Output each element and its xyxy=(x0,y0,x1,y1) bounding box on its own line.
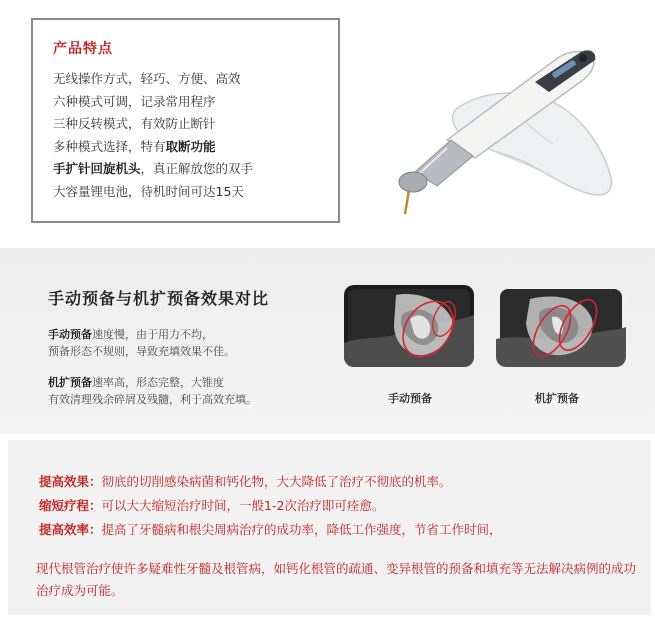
benefit-line: 缩短疗程：可以大大缩短治疗时间，一般1-2次治疗即可痊愈。 xyxy=(39,498,385,513)
feature-item: 大容量锂电池，待机时间可达15天 xyxy=(53,183,244,199)
efficiency-section xyxy=(8,440,651,615)
features-box xyxy=(31,18,340,223)
feature-item: 六种模式可调，记录常用程序 xyxy=(53,93,216,109)
benefit-line: 提高效率：提高了牙髓病和根尖周病治疗的成功率，降低工作强度，节省工作时间， xyxy=(39,522,502,537)
feature-item: 手扩针回旋机头，真正解放您的双手 xyxy=(53,161,254,176)
machine-prep-xray-image xyxy=(496,285,626,367)
comparison-title: 手动预备与机扩预备效果对比 xyxy=(48,289,270,308)
feature-item: 无线操作方式，轻巧、方便、高效 xyxy=(53,71,241,86)
efficiency-summary: 现代根管治疗使许多疑难性牙髓及根管病，如钙化根管的疏通、变异根管的预备和填充等无法解决病例的成功治疗成为可能。 xyxy=(36,561,637,598)
machine-prep-caption: 机扩预备 xyxy=(535,392,579,405)
feature-item: 多种模式选择，特有取断功能 xyxy=(53,138,216,154)
benefit-line: 提高效果：彻底的切削感染病菌和钙化物，大大降低了治疗不彻底的机率。 xyxy=(39,474,452,489)
comparison-section xyxy=(0,248,655,434)
manual-prep-xray-image xyxy=(344,285,474,367)
manual-prep-description: 手动预备速度慢，由于用力不均， 预备形态不规则，导致充填效果不佳。 xyxy=(48,328,235,358)
machine-prep-description: 机扩预备速率高，形态完整，大锥度 有效清理残余碎屑及残髓，利于高效充填。 xyxy=(48,376,257,406)
feature-item: 三种反转模式，有效防止断针 xyxy=(53,116,216,131)
manual-prep-caption: 手动预备 xyxy=(388,392,432,405)
endo-motor-handpiece-image xyxy=(385,22,625,222)
features-list xyxy=(53,68,253,203)
features-title: 产品特点 xyxy=(53,41,113,57)
